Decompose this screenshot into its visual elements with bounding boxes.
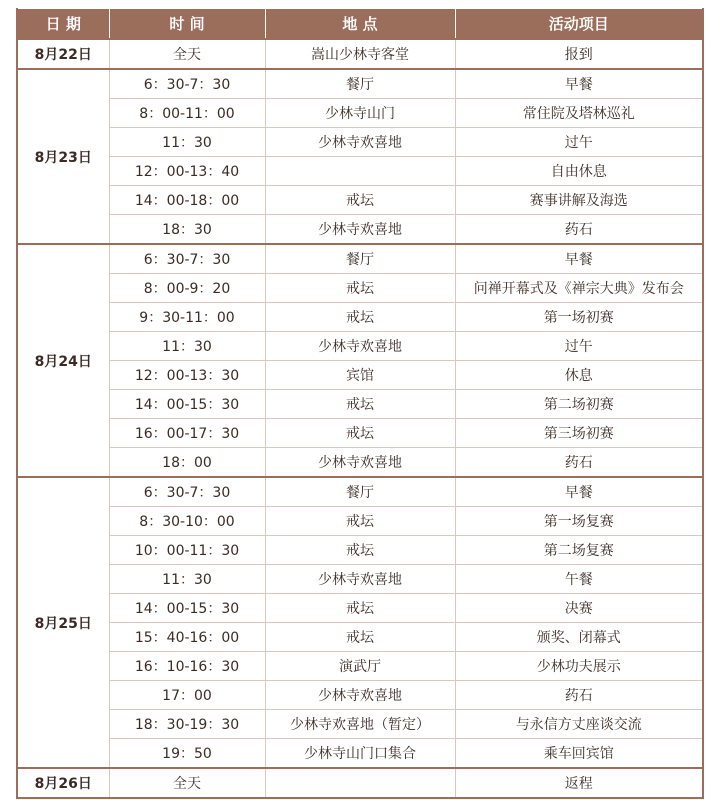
table-row	[17, 710, 703, 739]
date-cell: 8月23日	[17, 69, 109, 244]
activity-cell: 问禅开幕式及《禅宗大典》发布会	[455, 274, 703, 303]
activity-cell: 第二场复赛	[455, 536, 703, 565]
time-cell: 18：30-19：30	[109, 710, 265, 739]
time-cell: 9：30-11：00	[109, 303, 265, 332]
header-row	[17, 9, 703, 40]
table-row	[17, 536, 703, 565]
place-cell: 戒坛	[265, 623, 455, 652]
activity-cell: 早餐	[455, 69, 703, 99]
place-cell: 餐厅	[265, 69, 455, 99]
place-cell: 餐厅	[265, 477, 455, 507]
place-cell	[265, 768, 455, 798]
time-cell: 16：00-17：30	[109, 419, 265, 448]
schedule-container	[16, 8, 702, 799]
time-cell: 19：50	[109, 739, 265, 769]
place-cell: 戒坛	[265, 594, 455, 623]
table-row	[17, 768, 703, 798]
time-cell: 11：30	[109, 128, 265, 157]
place-cell: 少林寺欢喜地（暂定）	[265, 710, 455, 739]
table-row	[17, 477, 703, 507]
schedule-body	[17, 39, 703, 798]
place-cell: 戒坛	[265, 390, 455, 419]
table-row	[17, 69, 703, 99]
time-cell: 全天	[109, 39, 265, 69]
place-cell: 少林寺山门口集合	[265, 739, 455, 769]
activity-cell: 第一场初赛	[455, 303, 703, 332]
place-cell: 少林寺山门	[265, 99, 455, 128]
activity-cell: 药石	[455, 215, 703, 245]
activity-cell: 过午	[455, 128, 703, 157]
table-row	[17, 594, 703, 623]
activity-cell: 颁奖、闭幕式	[455, 623, 703, 652]
activity-cell: 午餐	[455, 565, 703, 594]
table-row	[17, 448, 703, 478]
table-row	[17, 623, 703, 652]
activity-cell: 休息	[455, 361, 703, 390]
time-cell: 17：00	[109, 681, 265, 710]
table-row	[17, 652, 703, 681]
place-cell: 戒坛	[265, 536, 455, 565]
activity-cell: 第一场复赛	[455, 507, 703, 536]
time-cell: 16：10-16：30	[109, 652, 265, 681]
table-row	[17, 39, 703, 69]
time-cell: 15：40-16：00	[109, 623, 265, 652]
table-row	[17, 274, 703, 303]
header-activity: 活动项目	[455, 9, 703, 40]
place-cell: 少林寺欢喜地	[265, 681, 455, 710]
place-cell: 演武厅	[265, 652, 455, 681]
table-row	[17, 361, 703, 390]
place-cell: 少林寺欢喜地	[265, 215, 455, 245]
activity-cell: 早餐	[455, 477, 703, 507]
activity-cell: 决赛	[455, 594, 703, 623]
table-row	[17, 390, 703, 419]
time-cell: 12：00-13：30	[109, 361, 265, 390]
time-cell: 11：30	[109, 565, 265, 594]
table-row	[17, 419, 703, 448]
time-cell: 14：00-15：30	[109, 390, 265, 419]
activity-cell: 第三场初赛	[455, 419, 703, 448]
time-cell: 6：30-7：30	[109, 69, 265, 99]
time-cell: 18：30	[109, 215, 265, 245]
time-cell: 全天	[109, 768, 265, 798]
table-row	[17, 303, 703, 332]
time-cell: 14：00-15：30	[109, 594, 265, 623]
place-cell: 戒坛	[265, 274, 455, 303]
table-row	[17, 157, 703, 186]
place-cell: 少林寺欢喜地	[265, 128, 455, 157]
time-cell: 14：00-18：00	[109, 186, 265, 215]
activity-cell: 乘车回宾馆	[455, 739, 703, 769]
time-cell: 6：30-7：30	[109, 244, 265, 274]
place-cell: 餐厅	[265, 244, 455, 274]
header-time: 时 间	[109, 9, 265, 40]
activity-cell: 返程	[455, 768, 703, 798]
activity-cell: 自由休息	[455, 157, 703, 186]
table-row	[17, 507, 703, 536]
activity-cell: 药石	[455, 681, 703, 710]
activity-cell: 报到	[455, 39, 703, 69]
table-row	[17, 332, 703, 361]
place-cell: 宾馆	[265, 361, 455, 390]
table-row	[17, 215, 703, 245]
place-cell: 戒坛	[265, 186, 455, 215]
place-cell: 嵩山少林寺客堂	[265, 39, 455, 69]
time-cell: 12：00-13：40	[109, 157, 265, 186]
place-cell	[265, 157, 455, 186]
date-cell: 8月25日	[17, 477, 109, 768]
time-cell: 10：00-11：30	[109, 536, 265, 565]
header-place: 地 点	[265, 9, 455, 40]
time-cell: 8：00-11：00	[109, 99, 265, 128]
activity-cell: 药石	[455, 448, 703, 478]
table-row	[17, 244, 703, 274]
time-cell: 6：30-7：30	[109, 477, 265, 507]
header-date: 日 期	[17, 9, 109, 40]
place-cell: 戒坛	[265, 303, 455, 332]
time-cell: 8：00-9：20	[109, 274, 265, 303]
time-cell: 8：30-10：00	[109, 507, 265, 536]
place-cell: 少林寺欢喜地	[265, 565, 455, 594]
place-cell: 戒坛	[265, 507, 455, 536]
table-row	[17, 739, 703, 769]
activity-cell: 第二场初赛	[455, 390, 703, 419]
place-cell: 少林寺欢喜地	[265, 448, 455, 478]
activity-cell: 赛事讲解及海选	[455, 186, 703, 215]
date-cell: 8月24日	[17, 244, 109, 477]
place-cell: 戒坛	[265, 419, 455, 448]
time-cell: 11：30	[109, 332, 265, 361]
table-row	[17, 565, 703, 594]
activity-cell: 与永信方丈座谈交流	[455, 710, 703, 739]
table-row	[17, 186, 703, 215]
place-cell: 少林寺欢喜地	[265, 332, 455, 361]
table-row	[17, 99, 703, 128]
activity-cell: 少林功夫展示	[455, 652, 703, 681]
time-cell: 18：00	[109, 448, 265, 478]
table-row	[17, 128, 703, 157]
activity-cell: 早餐	[455, 244, 703, 274]
schedule-table	[16, 8, 704, 799]
table-row	[17, 681, 703, 710]
activity-cell: 常住院及塔林巡礼	[455, 99, 703, 128]
date-cell: 8月26日	[17, 768, 109, 798]
activity-cell: 过午	[455, 332, 703, 361]
date-cell: 8月22日	[17, 39, 109, 69]
